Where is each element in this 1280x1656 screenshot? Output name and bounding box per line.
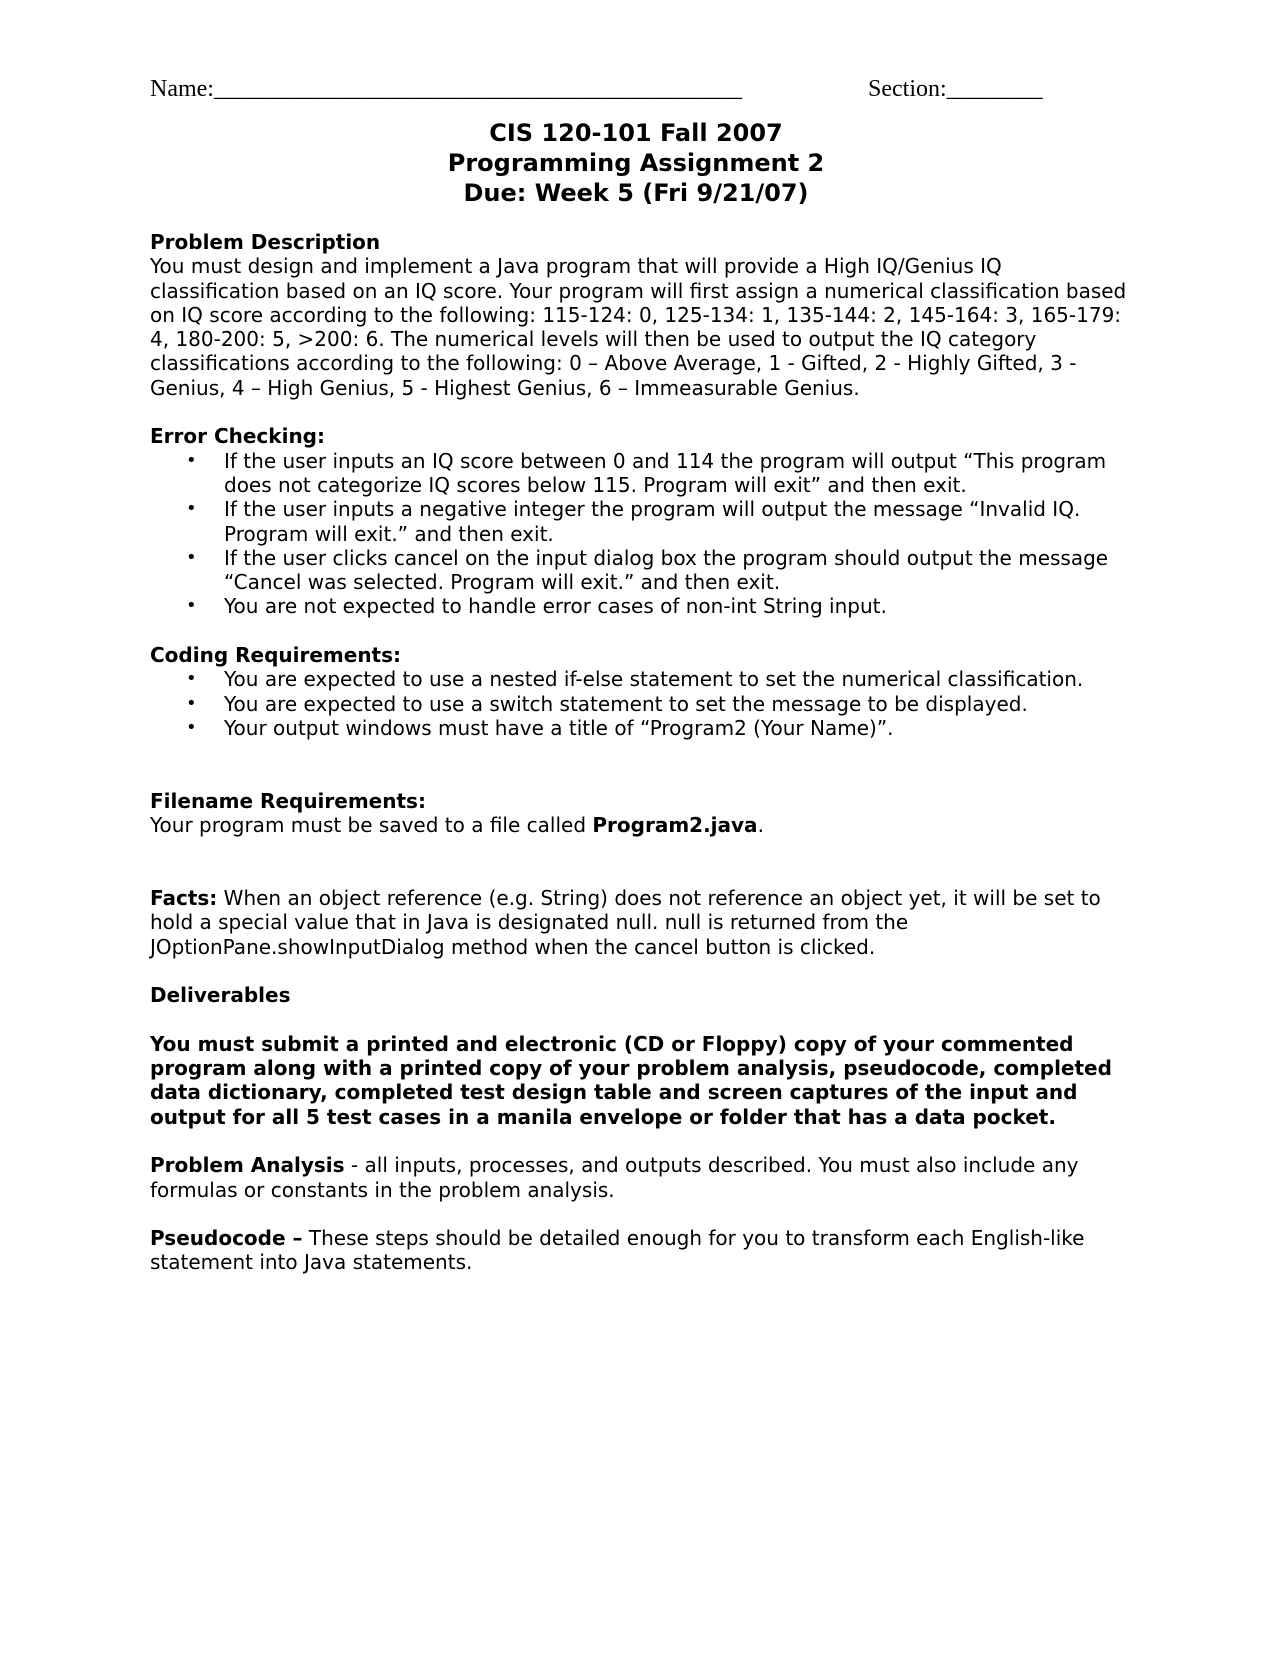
facts-paragraph: Facts: When an object reference (e.g. String) does not reference an object yet, it will be set to hold a special value that in Java is designated null. null is returned from the JOptionPane.showInputDialog method when the cancel button is clicked. xyxy=(150,886,1101,959)
name-field: Name:____________________________________________ xyxy=(150,76,742,102)
deliverables-heading: Deliverables xyxy=(150,983,291,1008)
filename-requirements-heading: Filename Requirements: xyxy=(150,788,426,813)
pseudocode-label: Pseudocode – xyxy=(150,1226,303,1251)
list-item: • You are expected to use a nested if-else statement to set the numerical classification. xyxy=(186,667,1084,692)
pseudocode-paragraph: Pseudocode – These steps should be detailed enough for you to transform each English-like statement into Java statements. xyxy=(150,1226,1085,1275)
problem-analysis-paragraph: Problem Analysis - all inputs, processes, and outputs described. You must also include any formulas or constants in the problem analysis. xyxy=(150,1153,1079,1202)
coding-requirements-list xyxy=(150,667,1130,740)
bullet-icon: • xyxy=(186,716,197,738)
deliverables-text: You must submit a printed and electronic (CD or Floppy) copy of your commented program along with a printed copy of your problem analysis, pseudocode, completed data dictionary, completed test design table and screen captures of the input and output for all 5 test cases in a manila envelope or folder that has a data pocket. xyxy=(150,1031,1112,1129)
due-date: Due: Week 5 (Fri 9/21/07) xyxy=(463,179,809,207)
list-item: • You are expected to use a switch statement to set the message to be displayed. xyxy=(186,691,1028,716)
filename: Program2.java xyxy=(592,813,758,838)
bullet-icon: • xyxy=(186,449,197,471)
header-row xyxy=(150,76,1050,110)
problem-description-text: You must design and implement a Java program that will provide a High IQ/Genius IQ classification based on an IQ score. Your program will first assign a numerical classification based on IQ score according to the following: 115-124: 0, 125-134: 1, 135-144: 2, 145-164: 3, 165-179: 4, 180-200: 5, >200: 6. The numerical levels will then be used to output the IQ category classifications according to the following: 0 – Above Average, 1 - Gifted, 2 - Highly Gifted, 3 - Genius, 4 – High Genius, 5 - Highest Genius, 6 – Immeasurable Genius. xyxy=(150,254,1127,400)
bullet-icon: • xyxy=(186,498,197,520)
problem-analysis-label: Problem Analysis xyxy=(150,1153,345,1178)
document-body xyxy=(150,230,1130,1275)
problem-description-heading: Problem Description xyxy=(150,230,381,254)
list-item: • If the user inputs a negative integer the program will output the message “Invalid IQ. Program will exit.” and then exit. xyxy=(186,497,1081,546)
list-item: • If the user clicks cancel on the input dialog box the program should output the message “Cancel was selected. Program will exit.” and then exit. xyxy=(186,545,1109,595)
course-title: CIS 120-101 Fall 2007 xyxy=(489,119,783,147)
coding-requirements-heading: Coding Requirements: xyxy=(150,643,402,668)
error-checking-list xyxy=(150,449,1130,619)
bullet-icon: • xyxy=(186,546,197,568)
bullet-icon: • xyxy=(186,692,197,714)
bullet-icon: • xyxy=(186,668,197,690)
document-title xyxy=(150,118,1122,208)
assignment-title: Programming Assignment 2 xyxy=(447,149,825,177)
list-item: • If the user inputs an IQ score between 0 and 114 the program will output “This program does not categorize IQ scores below 115. Program will exit” and then exit. xyxy=(186,448,1107,497)
list-item: • Your output windows must have a title of “Program2 (Your Name)”. xyxy=(186,715,894,740)
bullet-icon: • xyxy=(186,595,197,617)
list-item: • You are not expected to handle error cases of non-int String input. xyxy=(186,594,887,619)
section-field: Section:________ xyxy=(868,76,1043,102)
facts-label: Facts: xyxy=(150,886,218,911)
filename-requirements-text: Your program must be saved to a file called Program2.java. xyxy=(150,813,764,838)
error-checking-heading: Error Checking: xyxy=(150,424,325,449)
